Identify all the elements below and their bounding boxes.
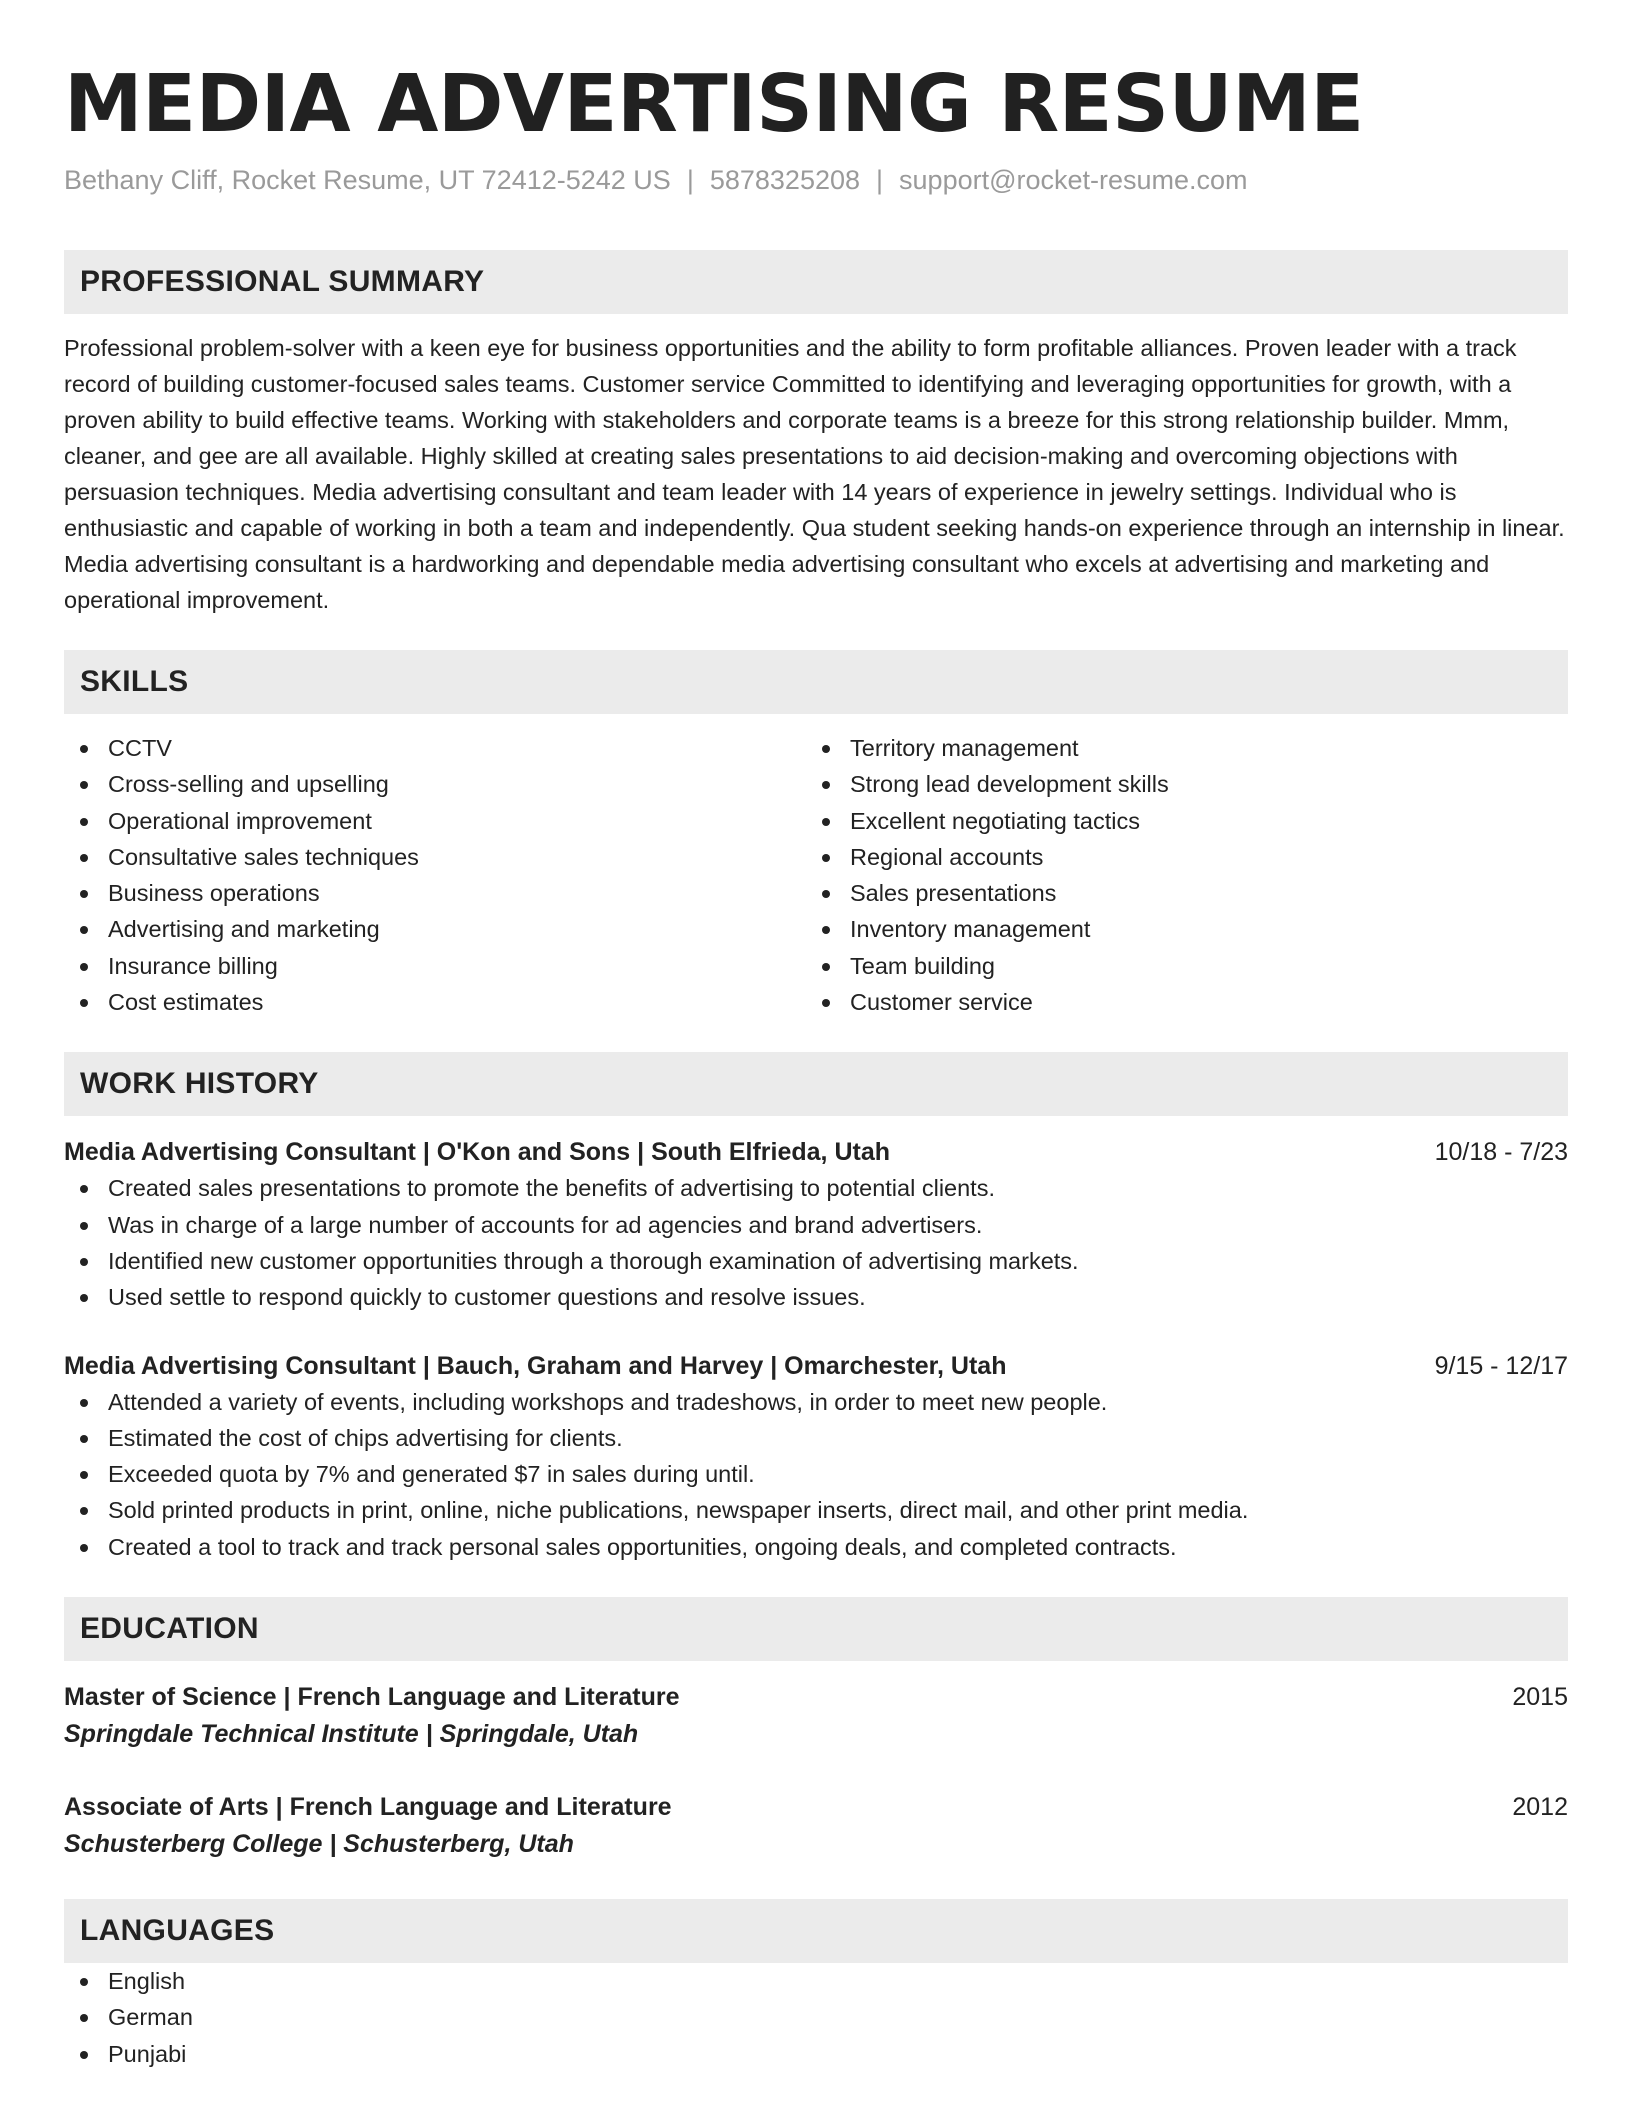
contact-phone: 5878325208 xyxy=(709,165,861,195)
job-bullet: Attended a variety of events, including workshops and tradeshows, in order to meet new people. xyxy=(64,1384,1568,1420)
contact-line xyxy=(64,162,1568,198)
section-header-skills: SKILLS xyxy=(64,650,1568,714)
job-header xyxy=(64,1348,1568,1384)
job-bullet: Was in charge of a large number of accounts for ad agencies and brand advertisers. xyxy=(64,1207,1568,1243)
job-dates: 9/15 - 12/17 xyxy=(1434,1351,1568,1380)
contact-address: Bethany Cliff, Rocket Resume, UT 72412-5242 US xyxy=(64,165,671,195)
job-bullet-list xyxy=(64,1170,1568,1315)
skill-item: Cost estimates xyxy=(64,984,806,1020)
skills-columns xyxy=(64,730,1568,1020)
job-bullet: Used settle to respond quickly to customer questions and resolve issues. xyxy=(64,1279,1568,1315)
skills-list-right xyxy=(806,730,1548,1020)
resume-page xyxy=(64,0,1568,2072)
section-header-languages: LANGUAGES xyxy=(64,1899,1568,1963)
skill-item: CCTV xyxy=(64,730,806,766)
skill-item: Consultative sales techniques xyxy=(64,839,806,875)
education-header xyxy=(64,1679,1568,1715)
education-year: 2015 xyxy=(1512,1683,1568,1712)
languages-list xyxy=(64,1963,1568,2072)
skill-item: Regional accounts xyxy=(806,839,1548,875)
language-item: Punjabi xyxy=(64,2036,1568,2072)
skill-item: Customer service xyxy=(806,984,1548,1020)
skill-item: Cross-selling and upselling xyxy=(64,766,806,802)
job-bullet: Sold printed products in print, online, niche publications, newspaper inserts, direct mail, and other print media. xyxy=(64,1492,1568,1528)
job-title: Media Advertising Consultant | O'Kon and Sons | South Elfrieda, Utah xyxy=(64,1138,891,1167)
education-school: Schusterberg College | Schusterberg, Utah xyxy=(64,1830,574,1859)
job-bullet-list xyxy=(64,1384,1568,1565)
job-bullet: Identified new customer opportunities through a thorough examination of advertising markets. xyxy=(64,1243,1568,1279)
education-header xyxy=(64,1789,1568,1825)
job-dates: 10/18 - 7/23 xyxy=(1434,1138,1568,1167)
job-title: Media Advertising Consultant | Bauch, Graham and Harvey | Omarchester, Utah xyxy=(64,1351,1007,1380)
section-header-work-history: WORK HISTORY xyxy=(64,1052,1568,1116)
job-bullet: Estimated the cost of chips advertising for clients. xyxy=(64,1420,1568,1456)
resume-title: MEDIA ADVERTISING RESUME xyxy=(64,58,1364,150)
skills-list-left xyxy=(64,730,806,1020)
education-school: Springdale Technical Institute | Springdale, Utah xyxy=(64,1720,639,1749)
skill-item: Advertising and marketing xyxy=(64,911,806,947)
skill-item: Strong lead development skills xyxy=(806,766,1548,802)
skill-item: Team building xyxy=(806,948,1548,984)
section-header-summary: PROFESSIONAL SUMMARY xyxy=(64,250,1568,314)
education-year: 2012 xyxy=(1512,1793,1568,1822)
job-header xyxy=(64,1134,1568,1170)
language-item: German xyxy=(64,1999,1568,2035)
job-bullet: Created sales presentations to promote the benefits of advertising to potential clients. xyxy=(64,1170,1568,1206)
skill-item: Sales presentations xyxy=(806,875,1548,911)
contact-separator: | xyxy=(876,165,884,195)
skill-item: Territory management xyxy=(806,730,1548,766)
job-bullet: Created a tool to track and track personal sales opportunities, ongoing deals, and completed contracts. xyxy=(64,1529,1568,1565)
skill-item: Inventory management xyxy=(806,911,1548,947)
skill-item: Excellent negotiating tactics xyxy=(806,803,1548,839)
education-degree: Master of Science | French Language and Literature xyxy=(64,1683,680,1712)
language-item: English xyxy=(64,1963,1568,1999)
summary-text: Professional problem-solver with a keen eye for business opportunities and the ability to form profitable alliances. Proven leader with a track record of building customer-focused sales teams. Customer service Committed to identifying and leveraging opportunities for growth, with a proven ability to build effective teams. Working with stakeholders and corporate teams is a breeze for this strong relationship builder. Mmm, cleaner, and gee are all available. Highly skilled at creating sales presentations to aid decision-making and overcoming objections with persuasion techniques. Media advertising consultant and team leader with 14 years of experience in jewelry settings. Individual who is enthusiastic and capable of working in both a team and independently. Qua student seeking hands-on experience through an internship in linear. Media advertising consultant is a hardworking and dependable media advertising consultant who excels at advertising and marketing and operational improvement. xyxy=(64,335,1565,613)
contact-separator: | xyxy=(686,165,694,195)
section-header-education: EDUCATION xyxy=(64,1597,1568,1661)
education-degree: Associate of Arts | French Language and Literature xyxy=(64,1793,672,1822)
job-bullet: Exceeded quota by 7% and generated $7 in sales during until. xyxy=(64,1456,1568,1492)
skill-item: Business operations xyxy=(64,875,806,911)
skill-item: Operational improvement xyxy=(64,803,806,839)
contact-email: support@rocket-resume.com xyxy=(899,165,1248,195)
skill-item: Insurance billing xyxy=(64,948,806,984)
